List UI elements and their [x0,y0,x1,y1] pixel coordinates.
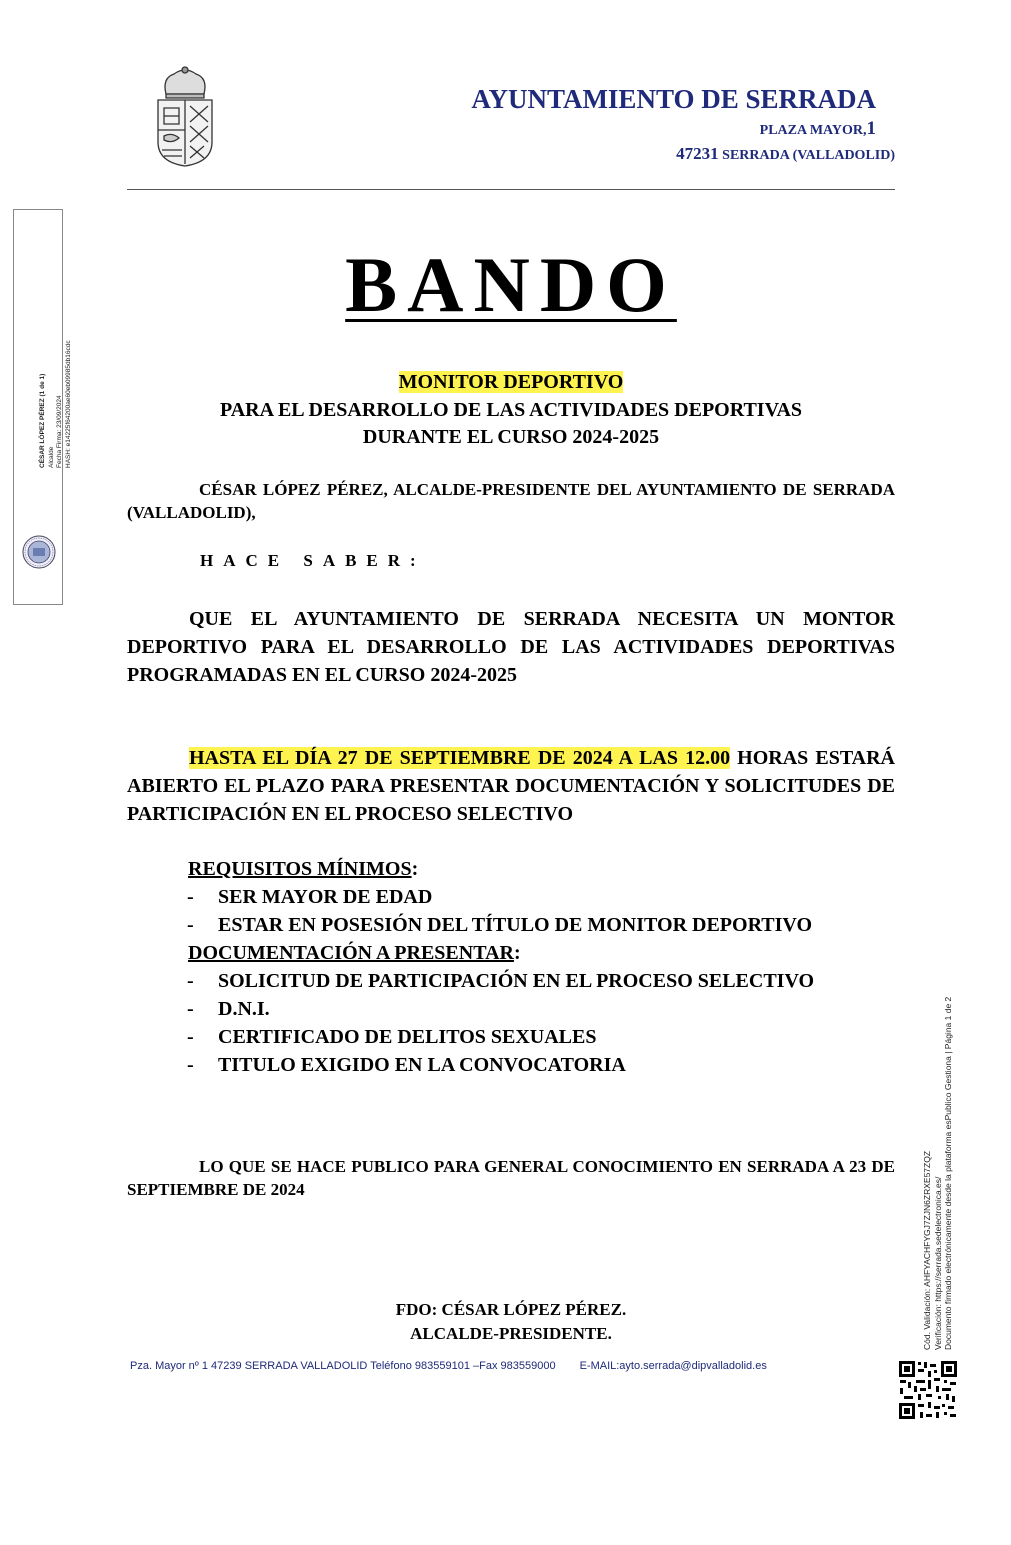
qr-code-icon [898,1360,958,1420]
org-name: AYUNTAMIENTO DE SERRADA [471,84,876,114]
paragraph-need-text: QUE EL AYUNTAMIENTO DE SERRADA NECESITA UN MONTOR DEPORTIVO PARA EL DESARROLLO DE LAS ACTIVIDADES DEPORTIVAS PROGRAMADAS EN EL CURSO 2024-2025 [127,608,895,686]
document-item-text: D.N.I. [218,998,270,1020]
signature-hash: HASH: e14225f64200ae60eb09985db16cdc [64,340,72,468]
signature-text [39,218,73,468]
verification-url: Verificación: https://serrada.sedelectronica.es/ [932,1176,943,1350]
signed-role: ALCALDE-PRESIDENTE. [410,1324,612,1343]
address-line2 [500,144,895,164]
subject-highlight: MONITOR DEPORTIVO [398,371,624,393]
signature-box [13,209,72,605]
document-title-text: BANDO [345,241,677,328]
signature-role: Alcalde [47,446,55,468]
requirement-text: ESTAR EN POSESIÓN DEL TÍTULO DE MONITOR DEPORTIVO [218,914,813,936]
requirements-heading: REQUISITOS MÍNIMOS: [188,858,419,880]
seal-icon [22,535,56,569]
coat-of-arms-icon [152,64,218,168]
deadline-text: HORAS ESTARÁ ABIERTO EL PLAZO PARA PRESENTAR DOCUMENTACIÓN Y SOLICITUDES DE PARTICIPACIÓN EN EL PROCESO SELECTIVO [127,747,896,825]
subject-line3: DURANTE EL CURSO 2024-2025 [362,426,660,448]
intro-paragraph [127,478,895,524]
document-item-text: CERTIFICADO DE DELITOS SEXUALES [218,1026,597,1048]
signature-signer: CÉSAR LÓPEZ PÉREZ (1 de 1) [39,373,46,468]
verification-platform: Documento firmado electrónicamente desde la plataforma esPublico Gestiona | Página 1 de 2 [943,996,953,1350]
list-item: - TITULO EXIGIDO EN LA CONVOCATORIA [187,1054,626,1076]
list-item: - ESTAR EN POSESIÓN DEL TÍTULO DE MONITOR DEPORTIVO [187,914,813,936]
list-item: - SER MAYOR DE EDAD [187,886,433,908]
list-item: - SOLICITUD DE PARTICIPACIÓN EN EL PROCESO SELECTIVO [187,970,815,992]
footer-email[interactable]: E-MAIL:ayto.serrada@dipvalladolid.es [579,1360,767,1372]
verification-text [922,910,954,1350]
documents-heading: DOCUMENTACIÓN A PRESENTAR: [188,942,521,964]
hace-saber: HACE SABER: [200,551,426,570]
paragraph-deadline [127,744,895,828]
requirement-text: SER MAYOR DE EDAD [218,886,433,908]
documents-heading-text: DOCUMENTACIÓN A PRESENTAR [188,942,514,964]
document-item-text: TITULO EXIGIDO EN LA CONVOCATORIA [218,1054,626,1076]
intro-text: CÉSAR LÓPEZ PÉREZ, ALCALDE-PRESIDENTE DEL AYUNTAMIENTO DE SERRADA (VALLADOLID), [127,480,895,522]
closing-paragraph [127,1155,895,1201]
documents-list [127,967,895,1079]
requirements-list [127,883,895,939]
list-item: - CERTIFICADO DE DELITOS SEXUALES [187,1026,597,1048]
requirements-heading-text: REQUISITOS MÍNIMOS [188,858,412,880]
document-title [127,240,895,330]
verification-code: Cód. Validación: AHFYACHFYGJ7ZJN6ZRXE57ZQZ [922,1150,932,1350]
footer-address: Pza. Mayor nº 1 47239 SERRADA VALLADOLID Teléfono 983559101 –Fax 983559000 [130,1360,556,1372]
signed-by: FDO: CÉSAR LÓPEZ PÉREZ. [395,1300,627,1319]
signature-date: Fecha Firma: 23/09/2024 [56,395,63,468]
closing-text: LO QUE SE HACE PUBLICO PARA GENERAL CONOCIMIENTO EN SERRADA A 23 DE SEPTIEMBRE DE 2024 [127,1157,895,1199]
header-divider [127,189,895,190]
requirements-section [127,855,895,1079]
address-line1 [500,118,876,140]
deadline-highlight: HASTA EL DÍA 27 DE SEPTIEMBRE DE 2024 A LAS 12.00 [189,747,731,769]
subject-line2: PARA EL DESARROLLO DE LAS ACTIVIDADES DEPORTIVAS [219,399,803,421]
address-city: SERRADA (VALLADOLID) [722,148,895,163]
address-number: 1 [866,118,876,139]
paragraph-need [127,605,895,689]
footer [130,1360,767,1372]
address-street: PLAZA MAYOR, [759,123,867,138]
subject-line1 [127,371,895,394]
document-item-text: SOLICITUD DE PARTICIPACIÓN EN EL PROCESO SELECTIVO [218,970,815,992]
list-item: - D.N.I. [187,998,270,1020]
postal-code: 47231 [676,144,719,163]
